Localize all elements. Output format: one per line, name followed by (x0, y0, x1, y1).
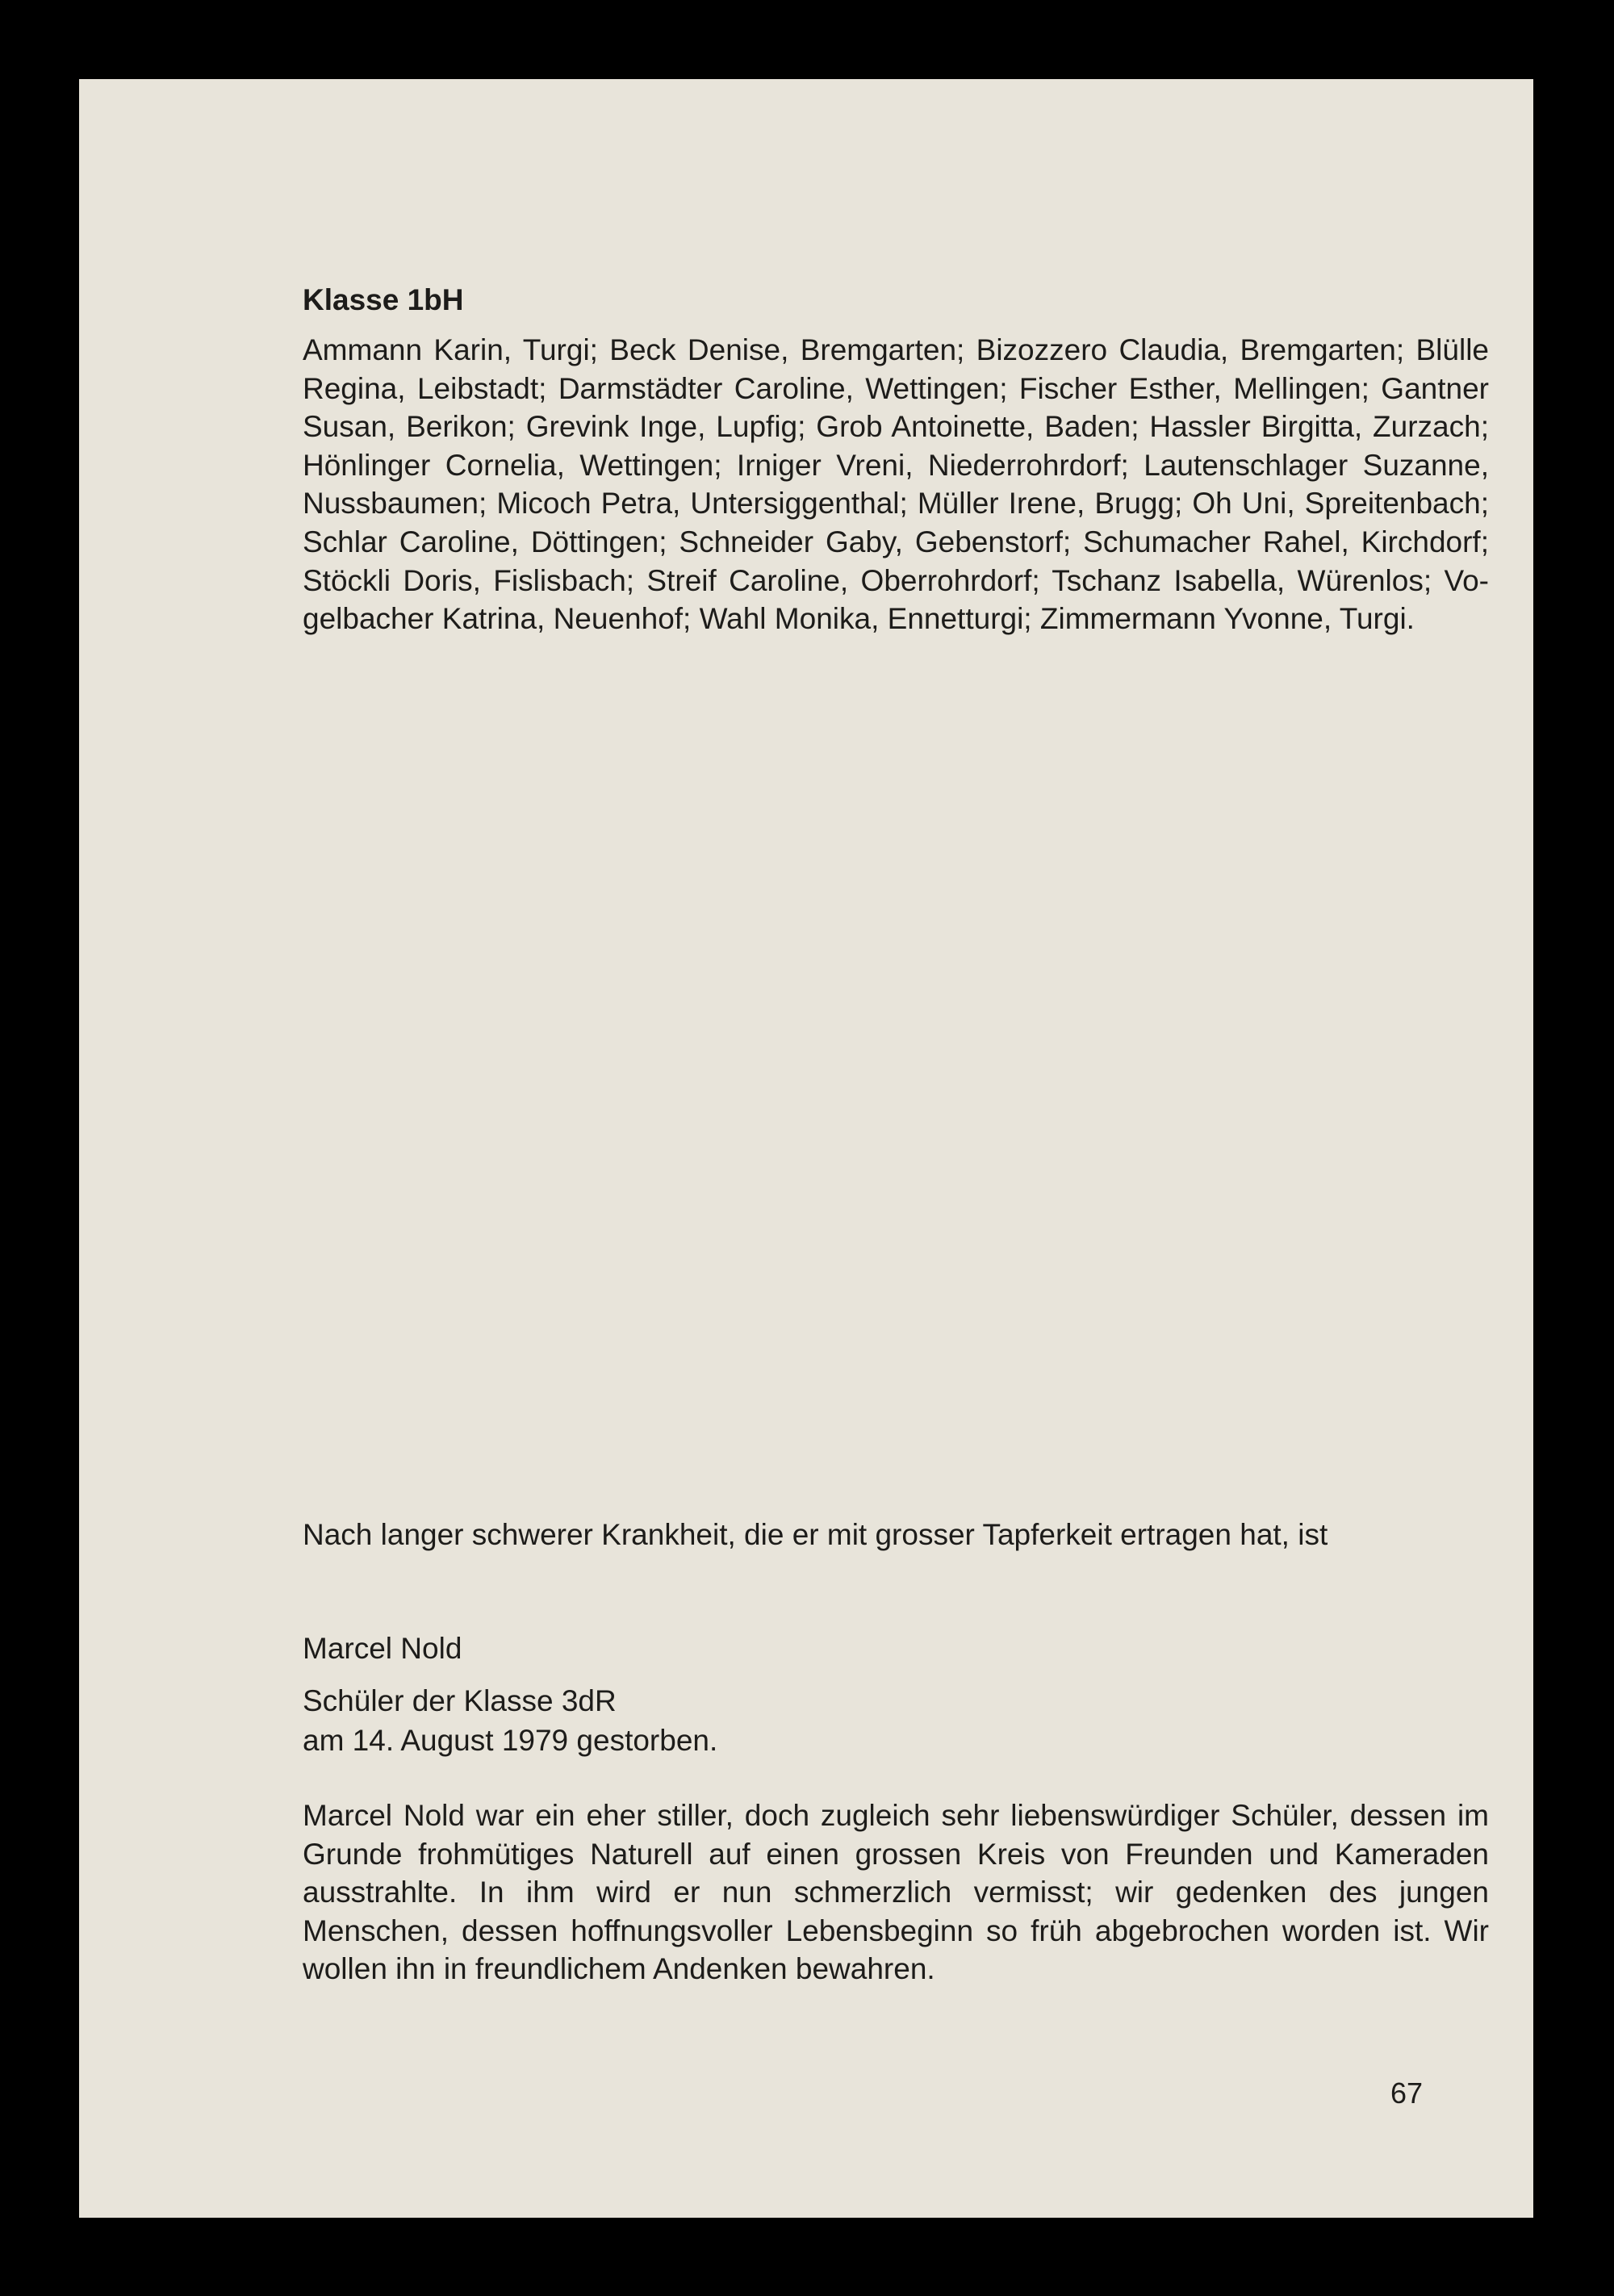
obituary-intro: Nach langer schwerer Krankheit, die er mit grosser Tapferkeit ertragen hat, ist (303, 1518, 1328, 1551)
obituary-tribute: Marcel Nold war ein eher stiller, doch zugleich sehr liebenswürdiger Schüler, dessen im Grunde frohmütiges Naturell auf einen grossen Kreis von Freunden und Kameraden ausstrahlte. In ihm wird er nun schmerzlich vermisst; wir gedenken des jungen Menschen, dessen hoffnungsvoller Lebensbeginn so früh abgebrochen worden ist. Wir wollen ihn in freundlichem Andenken bewahren. (303, 1799, 1489, 1986)
class-name-list: Ammann Karin, Turgi; Beck Denise, Bremgarten; Bizozzero Claudia, Bremgarten; Blülle Regina, Leibstadt; Darmstädter Caroline, Wettingen; Fischer Esther, Mellingen; Gantner Susan, Berikon; Grevink Inge, Lupfig; Grob Antoinette, Baden; Hassler Birgitta, Zurzach; Hönlinger Cornelia, Wettingen; Irniger Vreni, Niederrohrdorf; Lautenschlager Suzanne, Nussbaumen; Micoch Petra, Untersiggenthal; Müller Irene, Brugg; Oh Uni, Spreitenbach; Schlar Caroline, Döttingen; Schneider Gaby, Gebenstorf; Schumacher Rahel, Kirchdorf; Stöckli Doris, Fislisbach; Streif Caroline, Oberrohrdorf; Tschanz Isabella, Würenlos; Vogelbacher Katrina, Neuenhof; Wahl Monika, Ennetturgi; Zimmermann Yvonne, Turgi. (303, 333, 1489, 636)
class-heading: Klasse 1bH (303, 283, 464, 316)
document-page (79, 79, 1533, 2218)
obituary-class: Schüler der Klasse 3dR (303, 1684, 617, 1717)
page-number: 67 (1390, 2076, 1423, 2110)
obituary-date: am 14. August 1979 gestorben. (303, 1724, 718, 1757)
obituary-name: Marcel Nold (303, 1632, 462, 1665)
